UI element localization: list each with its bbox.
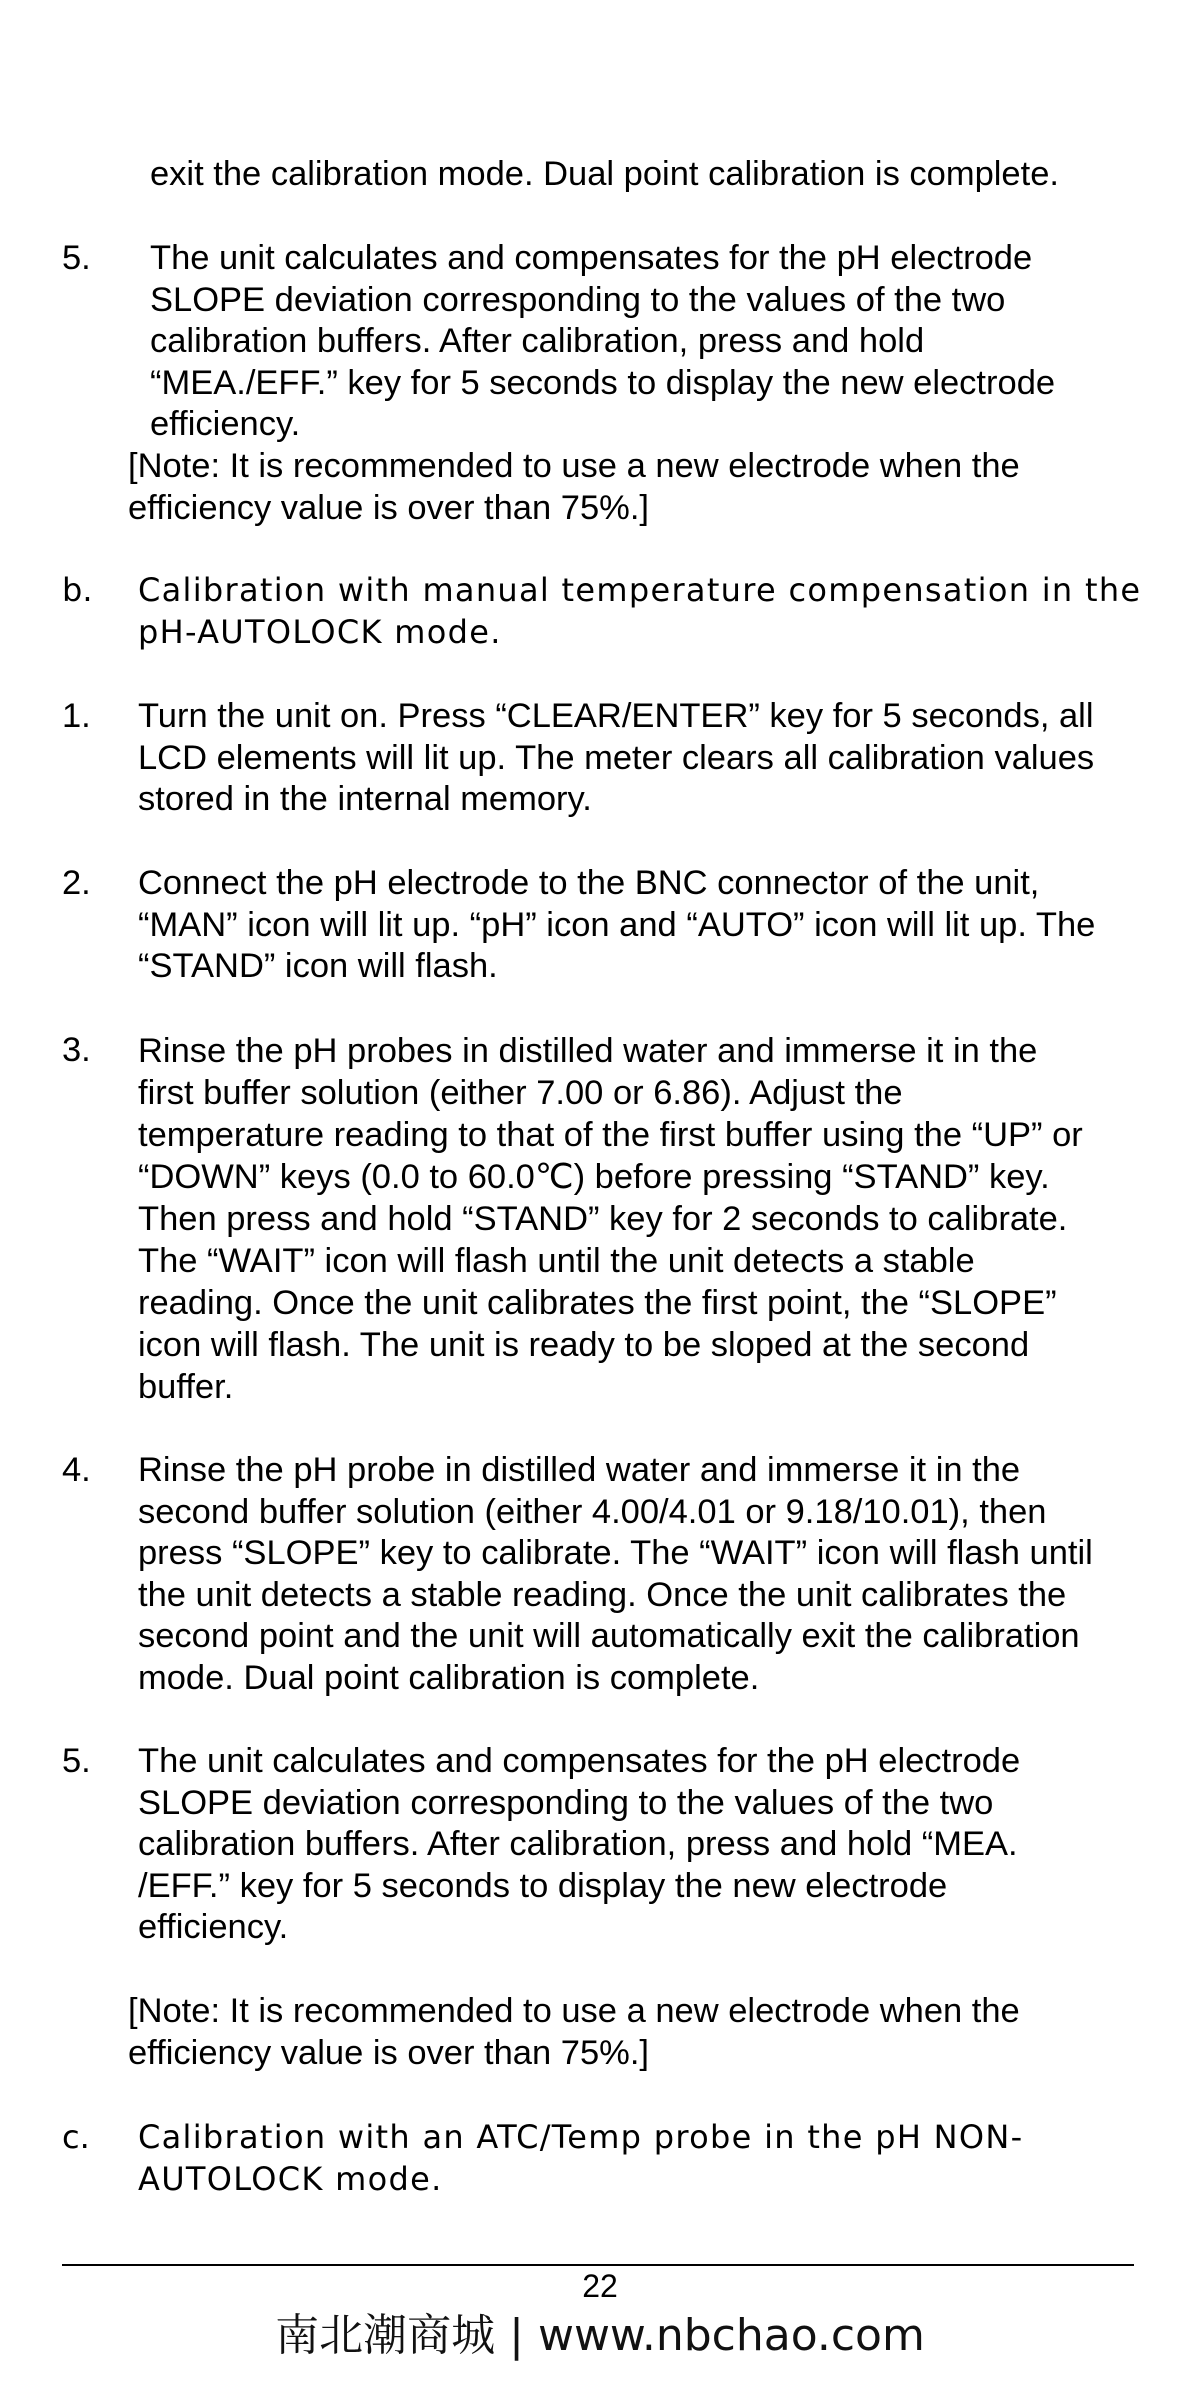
text-line: [Note: It is recommended to use a new electrode when the [128,1992,1020,2030]
note-paragraph [128,1991,1020,2074]
text-line: buffer. [138,1368,234,1406]
step-number: 3. [62,1031,91,1069]
text-line: efficiency value is over than 75%.] [128,2033,649,2072]
text-line: Calibration with an ATC/Temp probe in the pH NON- [138,2118,1024,2156]
step-number: 1. [62,697,91,735]
section-heading [138,570,1141,653]
text-line: efficiency value is over than 75%.] [128,488,649,527]
text-line: The “WAIT” icon will flash until the unit detects a stable [138,1242,975,1280]
text-line: “STAND” icon will flash. [138,947,498,985]
step-paragraph [138,1741,1020,1949]
text-line: press “SLOPE” key to calibrate. The “WAIT” icon will flash until [138,1534,1093,1572]
section-letter: b. [62,571,93,609]
section-letter: c. [62,2118,90,2156]
text-line: efficiency. [150,405,301,443]
text-line: Rinse the pH probe in distilled water and immerse it in the [138,1451,1021,1489]
step-number: 2. [62,864,91,902]
section-heading [138,2117,1023,2200]
text-line: [Note: It is recommended to use a new electrode when the [128,447,1020,485]
step-paragraph [138,696,1094,821]
text-line: pH-AUTOLOCK mode. [138,612,502,651]
step-number: 5. [62,1742,91,1780]
text-line: “MAN” icon will lit up. “pH” icon and “AUTO” icon will lit up. The [138,905,1096,944]
text-line: exit the calibration mode. Dual point calibration is complete. [150,155,1059,193]
text-line: Connect the pH electrode to the BNC connector of the unit, [138,864,1040,902]
step-paragraph [138,863,1095,988]
text-line: Rinse the pH probes in distilled water and immerse it in the [138,1032,1038,1070]
text-line: The unit calculates and compensates for the pH electrode [150,239,1033,277]
step-paragraph [138,1030,1083,1408]
text-line: second point and the unit will automatically exit the calibration [138,1617,1080,1655]
text-line: the unit detects a stable reading. Once the unit calibrates the [138,1575,1067,1614]
text-line: LCD elements will lit up. The meter clears all calibration values [138,738,1095,777]
text-line: temperature reading to that of the first buffer using the “UP” or [138,1116,1083,1154]
text-line: The unit calculates and compensates for the pH electrode [138,1742,1021,1780]
text-line: “MEA./EFF.” key for 5 seconds to display the new electrode [150,363,1056,402]
text-line: efficiency. [138,1908,289,1946]
text-line: first buffer solution (either 7.00 or 6.86). Adjust the [138,1074,903,1112]
text-line: /EFF.” key for 5 seconds to display the new electrode [138,1866,948,1905]
text-line: Calibration with manual temperature compensation in the [138,571,1142,609]
text-line: reading. Once the unit calibrates the first point, the “SLOPE” [138,1284,1057,1322]
text-line: Turn the unit on. Press “CLEAR/ENTER” key for 5 seconds, all [138,697,1094,735]
text-line: SLOPE deviation corresponding to the values of the two [138,1783,994,1822]
step-paragraph [150,238,1055,446]
step-number: 5. [62,239,91,277]
text-line: stored in the internal memory. [138,780,592,818]
intro-paragraph [150,154,1059,196]
step-paragraph [138,1450,1093,1699]
text-line: icon will flash. The unit is ready to be sloped at the second [138,1326,1030,1364]
text-line: calibration buffers. After calibration, press and hold “MEA. [138,1825,1018,1863]
text-line: “DOWN” keys (0.0 to 60.0℃) before pressing “STAND” key. [138,1158,1050,1196]
text-line: AUTOLOCK mode. [138,2159,443,2198]
note-paragraph [128,446,1020,529]
text-line: mode. Dual point calibration is complete. [138,1658,760,1697]
step-number: 4. [62,1451,91,1489]
text-line: second buffer solution (either 4.00/4.01 or 9.18/10.01), then [138,1492,1047,1531]
watermark: 南北潮商城 | www.nbchao.com [275,2310,925,2361]
text-line: calibration buffers. After calibration, press and hold [150,322,925,360]
text-line: Then press and hold “STAND” key for 2 seconds to calibrate. [138,1200,1068,1238]
page-number: 22 [582,2268,618,2304]
text-line: SLOPE deviation corresponding to the values of the two [150,280,1006,319]
